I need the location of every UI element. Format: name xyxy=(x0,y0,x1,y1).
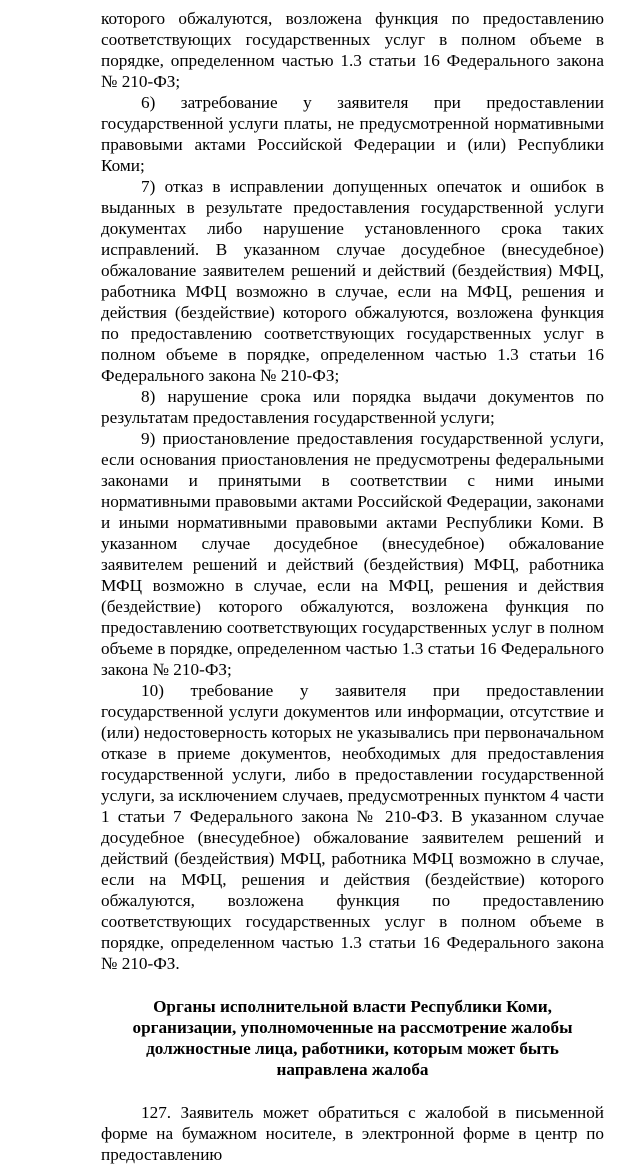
paragraph-item-7: 7) отказ в исправлении допущенных опечаток и ошибок в выданных в результате предоставления государственной услуги документах либо нарушение установленного срока таких исправлений. В указанном случае досудебное (внесудебное) обжалование заявителем решений и действий (бездействия) МФЦ, работника МФЦ возможно в случае, если на МФЦ, решения и действия (бездействие) которого обжалуются, возложена функция по предоставлению соответствующих государственных услуг в полном объеме в порядке, определенном частью 1.3 статьи 16 Федерального закона № 210-ФЗ; xyxy=(101,177,604,385)
paragraph-item-9: 9) приостановление предоставления государственной услуги, если основания приостановления не предусмотрены федеральными законами и принятыми в соответствии с ними иными нормативными правовыми актами Российской Федерации, законами и иными нормативными правовыми актами Республики Коми. В указанном случае досудебное (внесудебное) обжалование заявителем решений и действий (бездействия) МФЦ, работника МФЦ возможно в случае, если на МФЦ, решения и действия (бездействие) которого обжалуются, возложена функция по предоставлению соответствующих государственных услуг в полном объеме в порядке, определенном частью 1.3 статьи 16 Федерального закона № 210-ФЗ; xyxy=(101,429,604,679)
paragraph-127: 127. Заявитель может обратиться с жалобой в письменной форме на бумажном носителе, в электронной форме в центр по предоставлению xyxy=(101,1103,604,1164)
section-heading: Органы исполнительной власти Республики Коми, организации, уполномоченные на рассмотрение жалобы должностные лица, работники, которым может быть направлена жалоба xyxy=(132,997,573,1079)
document-body xyxy=(101,8,604,1165)
paragraph-item-10: 10) требование у заявителя при предоставлении государственной услуги документов или информации, отсутствие и (или) недостоверность которых не указывались при первоначальном отказе в приеме документов, необходимых для предоставления государственной услуги, либо в предоставлении государственной услуги, за исключением случаев, предусмотренных пунктом 4 части 1 статьи 7 Федерального закона № 210-ФЗ. В указанном случае досудебное (внесудебное) обжалование заявителем решений и действий (бездействия) МФЦ, работника МФЦ возможно в случае, если на МФЦ, решения и действия (бездействие) которого обжалуются, возложена функция по предоставлению соответствующих государственных услуг в полном объеме в порядке, определенном частью 1.3 статьи 16 Федерального закона № 210-ФЗ. xyxy=(101,681,604,973)
paragraph-continuation: которого обжалуются, возложена функция по предоставлению соответствующих государственных услуг в полном объеме в порядке, определенном частью 1.3 статьи 16 Федерального закона № 210-ФЗ; xyxy=(101,9,604,91)
paragraph-item-6: 6) затребование у заявителя при предоставлении государственной услуги платы, не предусмотренной нормативными правовыми актами Российской Федерации и (или) Республики Коми; xyxy=(101,93,604,175)
paragraph-item-8: 8) нарушение срока или порядка выдачи документов по результатам предоставления государственной услуги; xyxy=(101,387,604,427)
